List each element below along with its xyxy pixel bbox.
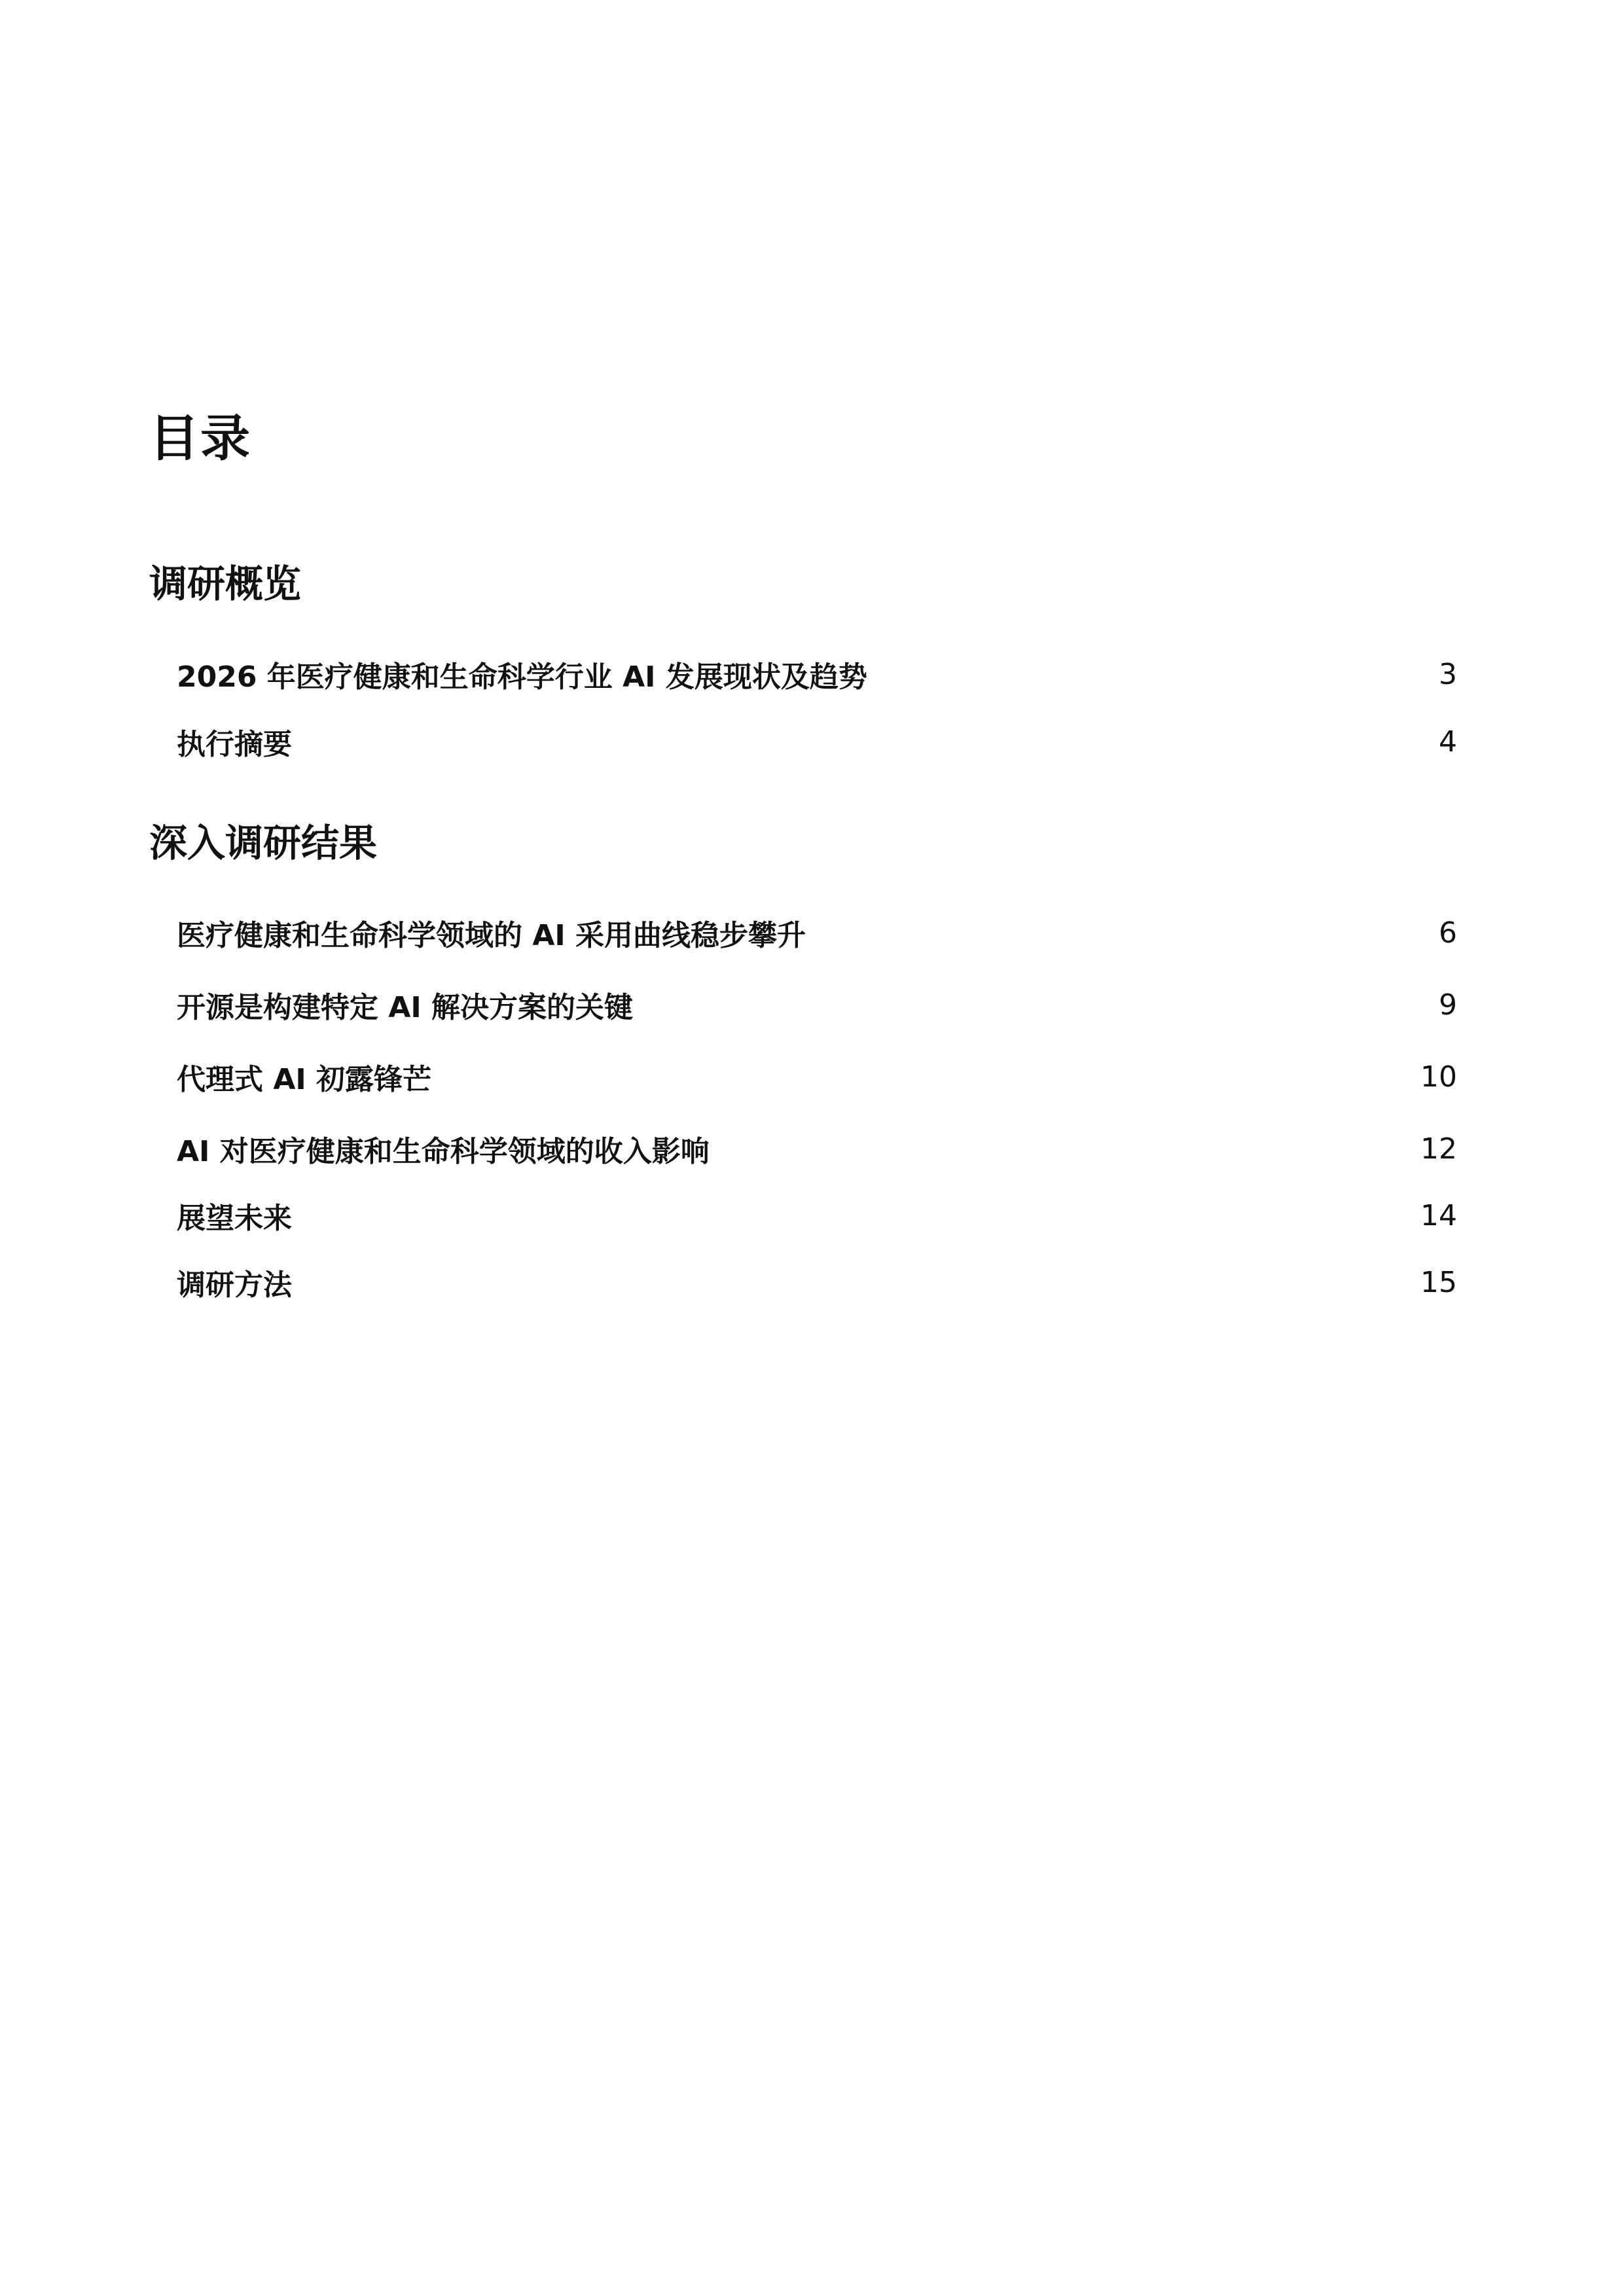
toc-entry-label: 开源是构建特定 AI 解决方案的关键: [177, 991, 634, 1024]
toc-entry-executive-summary[interactable]: [177, 719, 1457, 764]
toc-entry-methodology[interactable]: [177, 1259, 1457, 1305]
toc-entry-page-number: 6: [1439, 916, 1457, 950]
toc-entry-label: 调研方法: [177, 1268, 292, 1302]
toc-entry-open-source[interactable]: [177, 982, 1457, 1028]
toc-title: 目录: [149, 409, 251, 467]
toc-entry-ai-status-trends[interactable]: [177, 651, 1457, 697]
toc-entry-label: 代理式 AI 初露锋芒: [177, 1063, 432, 1096]
toc-entry-adoption-curve[interactable]: [177, 910, 1457, 956]
toc-entry-page-number: 15: [1420, 1265, 1457, 1299]
toc-entry-label: AI 对医疗健康和生命科学领域的收入影响: [177, 1135, 710, 1168]
toc-entry-label: 2026 年医疗健康和生命科学行业 AI 发展现状及趋势: [177, 660, 867, 694]
toc-entry-outlook[interactable]: [177, 1193, 1457, 1238]
section-heading-findings: 深入调研结果: [149, 821, 378, 865]
toc-entry-agentic-ai[interactable]: [177, 1054, 1457, 1100]
toc-entry-page-number: 14: [1420, 1198, 1457, 1232]
toc-entry-label: 医疗健康和生命科学领域的 AI 采用曲线稳步攀升: [177, 919, 806, 952]
toc-entry-page-number: 12: [1420, 1132, 1457, 1166]
toc-entry-revenue-impact[interactable]: [177, 1126, 1457, 1172]
section-heading-overview: 调研概览: [149, 562, 302, 606]
toc-entry-page-number: 9: [1439, 988, 1457, 1022]
toc-entry-page-number: 3: [1439, 657, 1457, 691]
toc-entry-label: 展望未来: [177, 1202, 292, 1235]
toc-entry-label: 执行摘要: [177, 728, 292, 761]
toc-entry-page-number: 10: [1420, 1060, 1457, 1094]
toc-entry-page-number: 4: [1439, 725, 1457, 759]
